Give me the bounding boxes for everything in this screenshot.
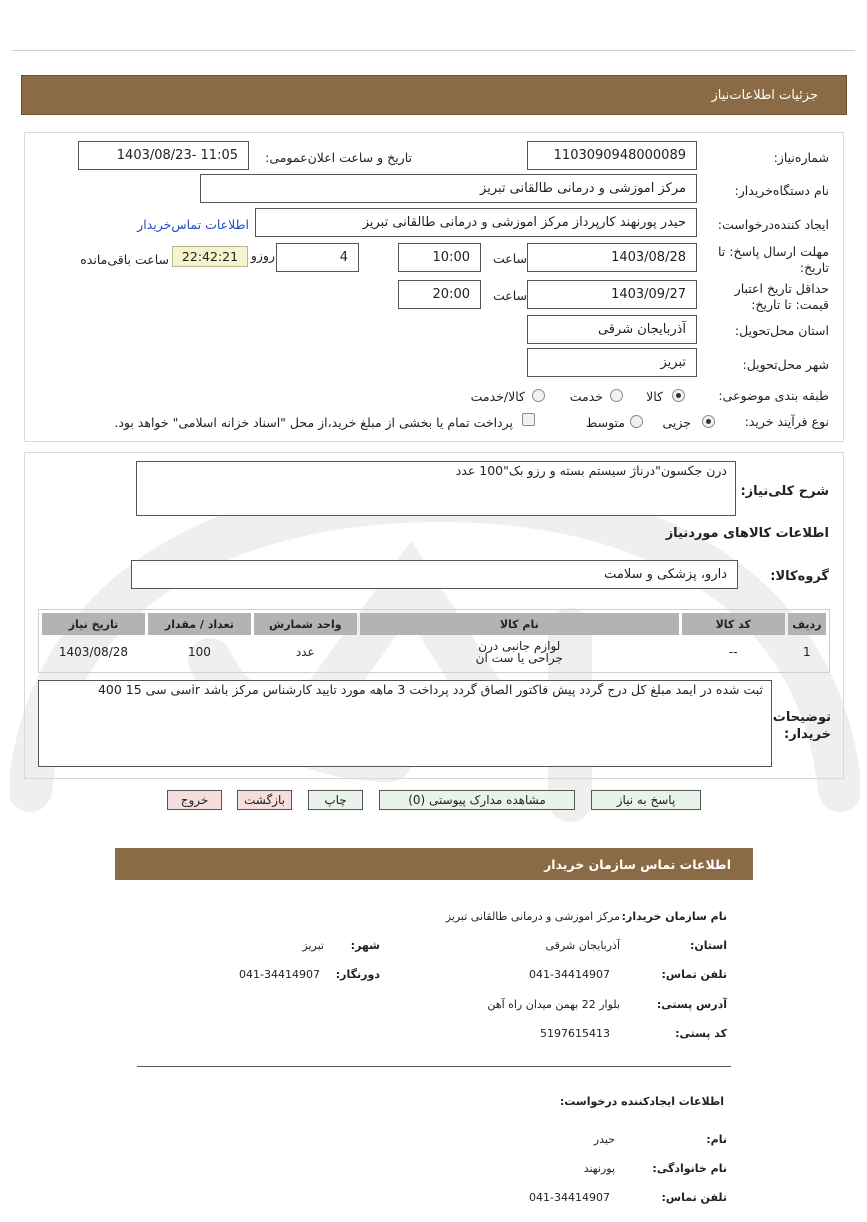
description-field: درن جکسون"درناژ سیستم بسته و رزو بک"100 عدد	[136, 461, 736, 516]
contact-org-value: مرکز اموزشی و درمانی طالقانی تبریز	[445, 910, 620, 923]
city-field: تبریز	[527, 348, 697, 377]
col-qty: تعداد / مقدار	[148, 613, 251, 635]
contact-phone-label: تلفن تماس:	[661, 968, 727, 981]
goods-group-label: گروه‌کالا:	[770, 569, 829, 584]
creator-phone-value: 041-34414907	[529, 1191, 610, 1204]
cell-unit: عدد	[295, 645, 315, 659]
page-header	[21, 75, 847, 115]
category-option-service: خدمت	[569, 389, 603, 404]
col-code: کد کالا	[682, 613, 785, 635]
buyer-contact-link[interactable]: اطلاعات تماس‌خریدار	[137, 217, 249, 232]
contact-address-value: بلوار 22 بهمن میدان راه آهن	[487, 998, 620, 1011]
contact-postal-label: کد پستی:	[675, 1027, 727, 1040]
validity-time-field: 20:00	[398, 280, 481, 309]
buyer-org-field: مرکز اموزشی و درمانی طالقانی تبریز	[200, 174, 697, 203]
need-number-label: شماره‌نیاز:	[773, 150, 829, 165]
deadline-time-field: 10:00	[398, 243, 481, 272]
deadline-days-label: روزو	[250, 248, 275, 263]
treasury-payment-checkbox[interactable]	[522, 413, 535, 426]
treasury-payment-note: پرداخت تمام یا بخشی از مبلغ خرید،از محل "اسناد خزانه اسلامی" خواهد بود.	[114, 415, 513, 430]
top-divider	[12, 50, 855, 51]
goods-table	[39, 610, 829, 669]
creator-family-label: نام خانوادگی:	[652, 1162, 727, 1175]
category-option-goods: کالا	[646, 389, 663, 404]
creator-phone-label: تلفن تماس:	[661, 1191, 727, 1204]
deadline-label-line1: مهلت ارسال پاسخ: تا	[718, 244, 829, 259]
process-option-medium: متوسط	[585, 415, 625, 430]
requester-field: حیدر پورنهند کارپرداز مرکز اموزشی و درمانی طالقانی تبریز	[255, 208, 697, 237]
creator-name-label: نام:	[706, 1133, 727, 1146]
category-label: طبقه بندی موضوعی:	[718, 388, 829, 403]
goods-group-field: دارو، پزشکی و سلامت	[131, 560, 738, 589]
attachments-button[interactable]: مشاهده مدارک پیوستی (0)	[379, 790, 575, 810]
validity-label-line1: حداقل تاریخ اعتبار	[734, 281, 829, 296]
back-button[interactable]: بازگشت	[237, 790, 292, 810]
category-option-goods-service: کالا/خدمت	[470, 389, 525, 404]
need-number-field: 1103090948000089	[527, 141, 697, 170]
contact-province-label: استان:	[690, 939, 727, 952]
reply-button[interactable]: پاسخ به نیاز	[591, 790, 701, 810]
validity-date-field: 1403/09/27	[527, 280, 697, 309]
contact-address-label: آدرس پستی:	[656, 998, 727, 1011]
requester-label: ایجاد کننده‌درخواست:	[717, 217, 829, 232]
city-label: شهر محل‌تحویل:	[742, 357, 829, 372]
announce-datetime-field: 1403/08/23- 11:05	[78, 141, 249, 170]
contact-phone-value: 041-34414907	[529, 968, 610, 981]
validity-label-line2: قیمت: تا تاریخ:	[751, 297, 829, 312]
cell-name: لوازم جانبی درن جراحی یا ست ان	[475, 639, 563, 665]
page-title: جزئیات اطلاعات‌نیاز	[711, 88, 818, 103]
goods-section-title: اطلاعات کالاهای موردنیاز	[665, 526, 829, 541]
col-unit: واحد شمارش	[254, 613, 357, 635]
category-radio-goods-service[interactable]	[532, 389, 545, 402]
col-name: نام کالا	[360, 613, 679, 635]
province-field: آذربایجان شرقی	[527, 315, 697, 344]
remaining-label: ساعت باقی‌مانده	[80, 252, 169, 267]
deadline-time-label: ساعت	[492, 251, 527, 266]
contact-province-value: آذربایجان شرقی	[545, 939, 620, 952]
deadline-label-line2: تاریخ:	[799, 260, 829, 275]
contact-postal-value: 5197615413	[540, 1027, 610, 1040]
creator-family-value: پورنهند	[583, 1162, 615, 1175]
cell-code: --	[728, 645, 738, 659]
cell-qty: 100	[187, 645, 211, 659]
process-radio-medium[interactable]	[630, 415, 643, 428]
contact-city-label: شهر:	[350, 939, 380, 952]
col-row: ردیف	[788, 613, 826, 635]
process-label: نوع فرآیند خرید:	[744, 414, 829, 429]
contact-fax-value: 041-34414907	[239, 968, 320, 981]
description-label: شرح کلی‌نیاز:	[740, 484, 829, 499]
process-option-minor: جزیی	[662, 415, 691, 430]
creator-name-value: حیدر	[593, 1133, 615, 1146]
print-button[interactable]: چاپ	[308, 790, 363, 810]
table-row	[42, 638, 826, 666]
province-label: استان محل‌تحویل:	[734, 323, 829, 338]
announce-datetime-label: تاریخ و ساعت اعلان‌عمومی:	[265, 150, 412, 165]
remaining-timer: 22:42:21	[172, 246, 248, 267]
contact-org-label: نام سازمان خریدار:	[621, 910, 727, 923]
goods-table-header	[42, 613, 826, 635]
deadline-date-field: 1403/08/28	[527, 243, 697, 272]
contact-header	[115, 848, 753, 880]
creator-title: اطلاعات ایجادکننده درخواست:	[559, 1095, 724, 1108]
category-radio-goods[interactable]	[672, 389, 685, 402]
exit-button[interactable]: خروج	[167, 790, 222, 810]
contact-fax-label: دورنگار:	[335, 968, 380, 981]
contact-city-value: تبریز	[302, 939, 324, 952]
deadline-days-field: 4	[276, 243, 359, 272]
contact-divider	[137, 1066, 731, 1067]
buyer-notes-label-line1: توضیحات	[772, 710, 831, 725]
buyer-notes-field: ثبت شده در ایمد مبلغ کل درج گردد پیش فاکتور الصاق گردد پرداخت 3 ماهه مورد تایید کارشناس مرکز باشد irسی سی 15 400	[38, 680, 772, 767]
contact-title: اطلاعات تماس سازمان خریدار	[544, 857, 731, 872]
buyer-org-label: نام دستگاه‌خریدار:	[734, 183, 829, 198]
cell-date: 1403/08/28	[58, 645, 129, 659]
buyer-notes-label-line2: خریدار:	[784, 727, 831, 742]
process-radio-minor[interactable]	[702, 415, 715, 428]
validity-time-label: ساعت	[492, 288, 527, 303]
cell-row: 1	[803, 645, 811, 659]
category-radio-service[interactable]	[610, 389, 623, 402]
col-date: تاریخ نیاز	[42, 613, 145, 635]
